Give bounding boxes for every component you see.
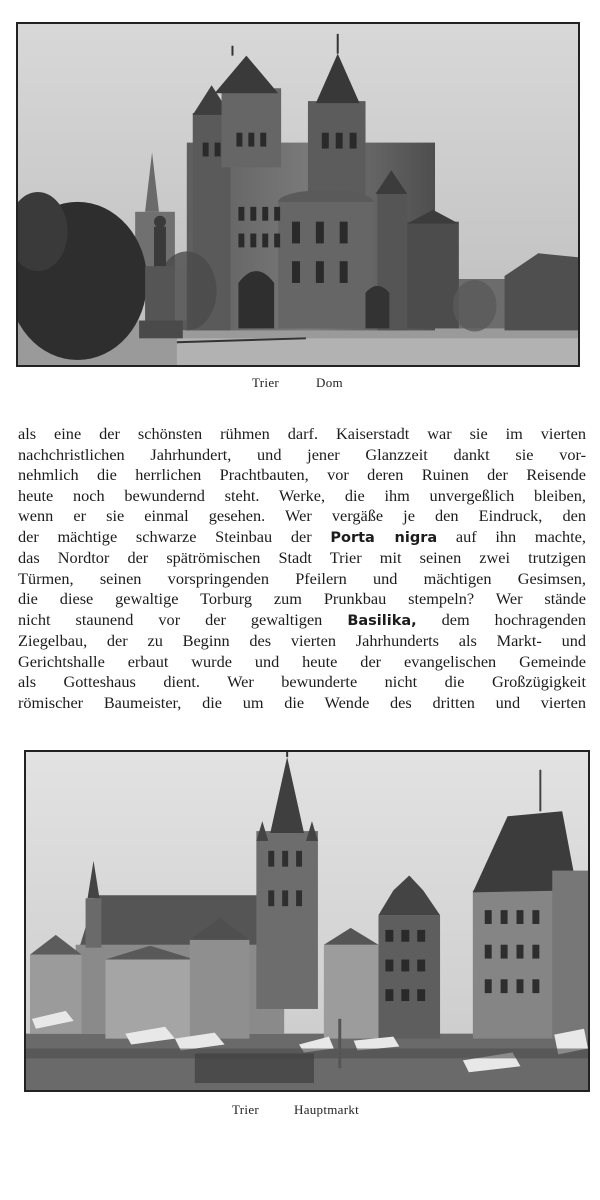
text-line: als eine der schönsten rühmen darf. Kaiserstadt war sie im vierten xyxy=(18,424,586,443)
text-line: Türmen, seinen vorspringenden Pfeilern und mächtigen Gesimsen, xyxy=(18,568,586,588)
dom-illustration xyxy=(18,24,578,365)
text-line: Gerichtshalle erbaut wurde und heute der evangelischen Gemeinde xyxy=(18,651,586,671)
basilika-term: Basilika, xyxy=(347,612,417,629)
dom-caption-name: Dom xyxy=(316,375,343,390)
hauptmarkt-caption-name: Hauptmarkt xyxy=(294,1102,360,1117)
text-line: nachchristlichen Jahrhundert, und jener Glanzzeit dankt sie vor- xyxy=(18,444,586,464)
text-segment: dem hochragenden xyxy=(441,609,586,629)
text-line xyxy=(18,527,586,549)
text-segment: der mächtige schwarze Steinbau der xyxy=(18,526,312,546)
dom-photo xyxy=(16,22,580,367)
text-segment: nicht staunend vor der gewaltigen xyxy=(18,609,323,629)
text-line: wenn er sie einmal gesehen. Wer vergäße je den Eindruck, den xyxy=(18,506,586,525)
text-line xyxy=(18,610,586,632)
text-line: heute noch bewundernd steht. Werke, die ihm unvergeßlich bleiben, xyxy=(18,485,586,505)
hauptmarkt-illustration xyxy=(26,752,588,1090)
text-line: als Gotteshaus dient. Wer bewunderte nicht die Großzügigkeit xyxy=(18,672,586,691)
porta-nigra-term: Porta nigra xyxy=(330,529,438,546)
text-line: römischer Baumeister, die um die Wende des dritten und vierten xyxy=(18,692,586,712)
body-text xyxy=(18,424,586,713)
text-line: das Nordtor der spätrömischen Stadt Trier mit seinen zwei trutzigen xyxy=(18,548,586,567)
hauptmarkt-caption-city: Trier xyxy=(232,1102,260,1117)
text-line: die diese gewaltige Torburg zum Prunkbau stempeln? Wer stände xyxy=(18,589,586,608)
text-line: nehmlich die herrlichen Prachtbauten, vor deren Ruinen der Reisende xyxy=(18,465,586,484)
dom-caption-city: Trier xyxy=(252,375,280,390)
hauptmarkt-photo xyxy=(24,750,590,1092)
text-line: Ziegelbau, der zu Beginn des vierten Jahrhunderts als Markt- und xyxy=(18,631,586,650)
text-segment: auf ihn machte, xyxy=(455,526,586,546)
